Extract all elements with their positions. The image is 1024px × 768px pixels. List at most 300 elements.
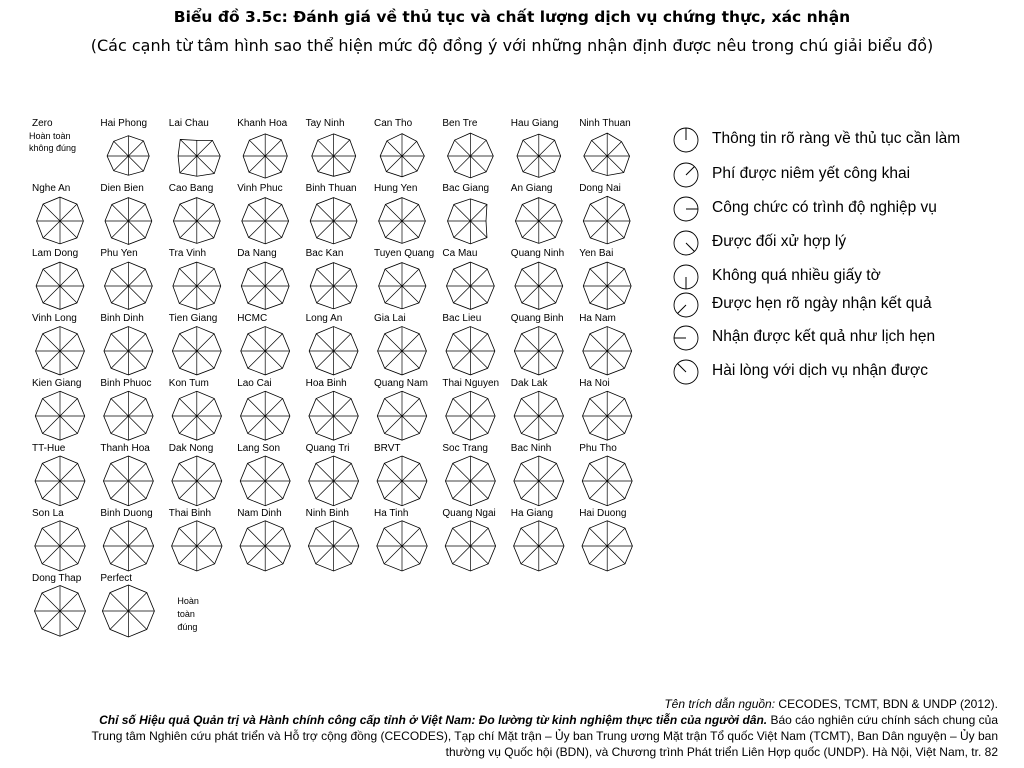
star-ray	[592, 140, 608, 156]
star-ray	[539, 269, 556, 286]
star-ray	[249, 221, 266, 238]
star-an-giang	[511, 183, 562, 243]
star-ray	[197, 156, 214, 173]
star-hung-yen	[374, 183, 425, 243]
star-ha-giang	[511, 508, 564, 571]
star-ray	[265, 140, 281, 156]
star-ray	[111, 528, 129, 546]
star-tt-hue	[32, 443, 85, 506]
star-lam-dong	[32, 248, 84, 309]
star-ray	[179, 399, 196, 416]
star-ray	[179, 463, 197, 481]
star-label: Khanh Hoa	[237, 118, 288, 129]
star-label: Ninh Binh	[305, 508, 349, 519]
star-ray	[539, 416, 556, 433]
star-ray	[455, 156, 471, 172]
star-label: Binh Dinh	[100, 313, 144, 324]
star-da-nang	[237, 248, 289, 309]
star-label: Tay Ninh	[305, 118, 345, 129]
legend-axis-icon	[672, 125, 702, 155]
star-ray	[522, 334, 539, 351]
star-ray	[386, 156, 402, 172]
source-line-1	[18, 696, 998, 712]
star-label: Soc Trang	[442, 443, 488, 454]
star-quang-tri	[306, 443, 359, 506]
star-ray	[248, 399, 265, 416]
star-ray	[334, 221, 351, 238]
star-ray	[607, 221, 624, 238]
star-ray	[402, 221, 419, 238]
star-ray	[470, 528, 488, 546]
zero-note: không đúng	[29, 143, 77, 153]
star-ray	[522, 351, 539, 368]
star-ray	[249, 156, 265, 172]
star-ray	[128, 546, 146, 564]
star-ray	[607, 463, 625, 481]
star-ray	[316, 351, 333, 368]
legend-label: Hài lòng với dịch vụ nhận được	[712, 362, 928, 379]
star-ray	[334, 399, 351, 416]
star-label: Nam Dinh	[237, 508, 282, 519]
star-label: Nghe An	[32, 183, 71, 194]
star-label: Ben Tre	[442, 118, 478, 129]
star-label: Dong Thap	[32, 573, 82, 584]
star-ray	[402, 351, 419, 368]
legend-label: Được hẹn rõ ngày nhận kết quả	[712, 295, 932, 312]
star-ray	[128, 141, 143, 156]
star-ray	[247, 546, 265, 564]
star-ray	[197, 140, 213, 156]
star-bac-lieu	[442, 313, 494, 375]
star-ray	[111, 399, 128, 416]
star-ray	[521, 416, 538, 433]
star-ray	[384, 463, 402, 481]
star-soc-trang	[442, 443, 495, 506]
star-label: An Giang	[510, 183, 553, 194]
star-label: Dong Nai	[579, 183, 621, 194]
star-ray	[607, 156, 624, 173]
chart-subtitle: (Các cạnh từ tâm hình sao thể hiện mức độ đồng ý với những nhận định được nêu trong chú giải biểu đồ)	[90, 36, 934, 55]
star-ray	[43, 221, 60, 238]
star-ray	[316, 416, 333, 433]
star-label: Yen Bai	[579, 248, 614, 259]
star-label: Bac Lieu	[442, 313, 482, 324]
star-ray	[470, 463, 488, 481]
star-ray	[316, 463, 334, 481]
star-label: Dak Lak	[510, 378, 548, 389]
star-ray	[128, 463, 146, 481]
star-ray	[590, 269, 607, 286]
star-ray	[317, 286, 334, 303]
star-ray	[60, 286, 77, 303]
star-ray	[470, 399, 487, 416]
star-bac-ninh	[511, 443, 564, 506]
star-ray	[197, 399, 214, 416]
star-ray	[197, 481, 215, 499]
star-ray	[197, 416, 214, 433]
star-ray	[334, 156, 350, 172]
star-bac-giang	[442, 183, 489, 244]
star-ray	[179, 528, 197, 546]
star-ray	[470, 481, 488, 499]
star-ray	[607, 399, 624, 416]
star-ray	[128, 481, 146, 499]
source-cite-label: Tên trích dẫn nguồn:	[664, 697, 776, 711]
star-brvt	[374, 443, 427, 506]
star-ninh-thuan	[579, 118, 631, 176]
star-ray	[265, 334, 282, 351]
star-ha-noi	[579, 378, 632, 440]
star-ray	[402, 269, 419, 286]
star-ray	[197, 546, 215, 564]
star-ray	[111, 416, 128, 433]
star-label: Binh Duong	[100, 508, 153, 519]
star-ray	[43, 334, 60, 351]
star-ray	[402, 528, 420, 546]
star-ray	[470, 546, 488, 564]
star-ray	[521, 481, 539, 499]
star-label: Cao Bang	[168, 183, 214, 194]
star-ray	[265, 481, 283, 499]
star-ray	[607, 286, 624, 303]
star-kien-giang	[32, 378, 85, 440]
star-ray	[60, 399, 77, 416]
star-label: Tien Giang	[168, 313, 218, 324]
star-ray	[539, 399, 556, 416]
legend-label: Phí được niêm yết công khai	[712, 165, 911, 182]
star-label: Ninh Thuan	[579, 118, 631, 129]
star-ray	[470, 221, 487, 238]
star-tuyen-quang	[374, 248, 434, 309]
star-label: Binh Thuan	[305, 183, 357, 194]
star-long-an	[306, 313, 358, 375]
star-ray	[522, 269, 539, 286]
star-ray	[470, 140, 486, 156]
star-gia-lai	[374, 313, 426, 375]
star-ray	[265, 528, 283, 546]
star-ray	[402, 141, 417, 156]
star-ray	[42, 611, 60, 629]
star-ray	[265, 156, 281, 172]
star-ray	[607, 351, 624, 368]
star-ray	[590, 351, 607, 368]
star-ben-tre	[442, 118, 493, 178]
star-label: Thanh Hoa	[100, 443, 150, 454]
star-ray	[539, 286, 556, 303]
star-ray	[539, 528, 557, 546]
star-label: Quang Nam	[374, 378, 428, 389]
star-ray	[43, 399, 60, 416]
star-ray	[402, 334, 419, 351]
star-ray	[590, 416, 607, 433]
star-ray	[317, 204, 334, 221]
star-ray	[179, 481, 197, 499]
star-ray	[128, 611, 146, 629]
star-ray	[249, 140, 265, 156]
star-ray	[385, 204, 402, 221]
star-ha-nam	[579, 313, 631, 375]
star-label: Ha Nam	[579, 313, 616, 324]
star-ray	[248, 334, 265, 351]
star-yen-bai	[579, 248, 631, 309]
star-hai-duong	[579, 508, 632, 571]
star-ray	[265, 399, 282, 416]
star-ray	[470, 351, 487, 368]
star-ray	[197, 269, 214, 286]
star-hai-phong	[100, 118, 149, 175]
star-ray	[539, 351, 556, 368]
star-ray	[111, 286, 128, 303]
star-vinh-phuc	[237, 183, 288, 244]
source-citation	[18, 696, 998, 760]
star-ray	[179, 416, 196, 433]
star-ray	[402, 204, 419, 221]
star-label: Hau Giang	[510, 118, 559, 129]
star-ray	[128, 351, 145, 368]
star-ray	[385, 416, 402, 433]
star-ray	[128, 204, 145, 221]
perfect-note: toàn	[177, 609, 195, 619]
star-hcmc	[237, 313, 289, 375]
star-ray	[265, 416, 282, 433]
star-ray	[334, 481, 352, 499]
star-label: Tra Vinh	[168, 248, 207, 259]
star-ray	[334, 140, 350, 156]
legend-label: Thông tin rõ ràng về thủ tục cần làm	[712, 130, 961, 147]
star-ray	[402, 156, 417, 171]
star-ray	[334, 546, 352, 564]
star-ray	[385, 351, 402, 368]
star-ray	[470, 269, 487, 286]
star-nam-dinh	[237, 508, 290, 571]
star-label: Ha Giang	[510, 508, 554, 519]
star-lang-son	[237, 443, 290, 506]
star-ray	[180, 139, 197, 156]
star-ray	[60, 593, 78, 611]
star-ray	[453, 481, 471, 499]
star-ray	[265, 463, 283, 481]
star-ray	[470, 416, 487, 433]
star-ray	[589, 546, 607, 564]
star-label: Tuyen Quang	[374, 248, 435, 259]
star-ray	[197, 204, 214, 221]
star-ray	[60, 334, 77, 351]
star-ray	[114, 141, 129, 156]
legend-axis-icon	[672, 262, 702, 292]
star-label: Bac Ninh	[510, 443, 552, 454]
star-ray	[385, 399, 402, 416]
star-ray	[316, 399, 333, 416]
star-ray	[316, 528, 334, 546]
source-line-4: thường vụ Quốc hội (BDN), và Chương trình Phát triển Liên Hợp quốc (UNDP). Hà Nội, Việt Nam, tr. 82	[445, 745, 998, 759]
perfect-note: đúng	[177, 622, 198, 632]
star-ray	[128, 399, 145, 416]
star-ray	[607, 481, 625, 499]
star-ray	[539, 463, 557, 481]
star-ray	[248, 351, 265, 368]
star-ray	[453, 546, 471, 564]
star-label: Perfect	[100, 573, 133, 584]
star-kon-tum	[169, 378, 222, 440]
star-label: Vinh Phuc	[237, 183, 283, 194]
star-ray	[60, 269, 77, 286]
star-ray	[265, 286, 282, 303]
star-ray	[42, 546, 60, 564]
star-ray	[453, 351, 470, 368]
source-line-3: Trung tâm Nghiên cứu phát triển và Hỗ trợ cộng đồng (CECODES), Tạp chí Mặt trận – Ủy ban Trung ương Mặt trận Tổ quốc Việt Nam (TCMT), Ban Dân nguyện – Ủy ban	[91, 729, 998, 743]
star-ray	[522, 204, 539, 221]
star-ray	[42, 593, 60, 611]
star-label: Gia Lai	[374, 313, 406, 324]
star-bac-kan	[306, 248, 357, 309]
star-ray	[111, 546, 129, 564]
star-ray	[453, 528, 471, 546]
star-ray	[265, 204, 282, 221]
star-ray	[384, 528, 402, 546]
star-ray	[590, 286, 607, 303]
star-label: Hung Yen	[374, 183, 418, 194]
legend-axis-icon	[672, 228, 702, 258]
star-ray	[334, 269, 351, 286]
star-ray	[334, 463, 352, 481]
star-label: Lang Son	[237, 443, 281, 454]
star-ray	[180, 204, 197, 221]
star-quang-binh	[511, 313, 564, 375]
source-line-2	[18, 712, 998, 728]
star-ray	[179, 286, 196, 303]
star-ray	[607, 334, 624, 351]
star-ray	[60, 416, 77, 433]
star-binh-thuan	[306, 183, 357, 244]
star-label: Phu Yen	[100, 248, 138, 259]
star-ray	[197, 528, 215, 546]
source-book-rest: Báo cáo nghiên cứu chính sách chung của	[767, 713, 998, 727]
star-outline	[448, 199, 487, 244]
star-ray	[128, 593, 146, 611]
star-ha-tinh	[374, 508, 427, 571]
star-label: Ca Mau	[442, 248, 478, 259]
star-dong-nai	[579, 183, 630, 244]
star-ray	[590, 463, 608, 481]
legend-axis-icon	[672, 290, 702, 320]
star-phu-tho	[579, 443, 632, 506]
star-ray	[180, 334, 197, 351]
star-label: BRVT	[374, 443, 401, 454]
star-label: Kien Giang	[32, 378, 82, 389]
star-ray	[607, 204, 624, 221]
star-dak-lak	[511, 378, 564, 440]
star-label: Kon Tum	[168, 378, 209, 389]
star-ray	[265, 269, 282, 286]
star-phu-yen	[100, 248, 152, 309]
star-label: Quang Tri	[305, 443, 350, 454]
star-hau-giang	[511, 118, 561, 177]
star-ray	[523, 140, 539, 156]
star-ray	[589, 528, 607, 546]
star-ray	[197, 221, 214, 238]
star-label: Hoa Binh	[305, 378, 347, 389]
star-ray	[590, 399, 607, 416]
chart-title: Biểu đồ 3.5c: Đánh giá về thủ tục và chất lượng dịch vụ chứng thực, xác nhận	[173, 8, 851, 26]
star-ray	[453, 269, 470, 286]
star-ray	[539, 334, 556, 351]
star-ray	[128, 286, 145, 303]
star-label: Phu Tho	[579, 443, 617, 454]
star-ray	[453, 399, 470, 416]
star-ray	[60, 528, 78, 546]
star-label: Lai Chau	[168, 118, 209, 129]
star-ray	[470, 334, 487, 351]
star-ray	[43, 286, 60, 303]
legend-label: Nhận được kết quả như lịch hẹn	[712, 328, 936, 345]
star-ray	[114, 156, 129, 171]
zero-note: Hoàn toàn	[29, 131, 71, 141]
star-label: Lao Cai	[237, 378, 272, 389]
star-lai-chau	[169, 118, 220, 176]
star-ray	[590, 204, 607, 221]
legend-label: Không quá nhiều giấy tờ	[712, 267, 881, 284]
star-ray	[60, 611, 78, 629]
star-ray	[607, 142, 621, 156]
star-ray	[180, 221, 197, 238]
star-ray	[248, 416, 265, 433]
star-ray	[316, 334, 333, 351]
star-ray	[539, 156, 555, 172]
star-ray	[128, 221, 145, 238]
star-ray	[402, 399, 419, 416]
star-thai-nguyen	[442, 378, 499, 440]
star-ray	[590, 221, 607, 238]
star-label: Quang Ninh	[510, 248, 565, 259]
star-label: Ha Tinh	[374, 508, 409, 519]
star-ray	[111, 221, 128, 238]
star-label: Son La	[32, 508, 64, 519]
star-lao-cai	[237, 378, 290, 440]
star-ray	[42, 463, 60, 481]
star-ray	[334, 204, 351, 221]
star-ray	[60, 221, 77, 238]
star-ray	[521, 528, 539, 546]
star-ray	[317, 221, 334, 238]
star-ray	[539, 546, 557, 564]
star-ray	[522, 221, 539, 238]
star-ray	[402, 481, 420, 499]
star-label: Thai Binh	[168, 508, 212, 519]
star-binh-dinh	[100, 313, 152, 375]
star-ray	[248, 463, 266, 481]
star-ray	[197, 334, 214, 351]
star-ray	[453, 416, 470, 433]
star-ray	[265, 351, 282, 368]
star-nghe-an	[32, 183, 83, 244]
star-ray	[179, 269, 196, 286]
star-quang-nam	[374, 378, 428, 440]
legend-label: Công chức có trình độ nghiệp vụ	[712, 199, 937, 216]
star-label: TT-Hue	[32, 443, 66, 454]
star-label: Quang Binh	[510, 313, 564, 324]
star-label: Can Tho	[374, 118, 413, 129]
star-ray	[247, 528, 265, 546]
star-ray	[590, 334, 607, 351]
star-ray	[111, 481, 129, 499]
star-ray	[43, 351, 60, 368]
star-dien-bien	[100, 183, 151, 244]
star-ray	[607, 416, 624, 433]
star-ray	[318, 156, 334, 172]
star-ray	[402, 416, 419, 433]
star-ray	[402, 286, 419, 303]
star-label: Bac Giang	[442, 183, 490, 194]
